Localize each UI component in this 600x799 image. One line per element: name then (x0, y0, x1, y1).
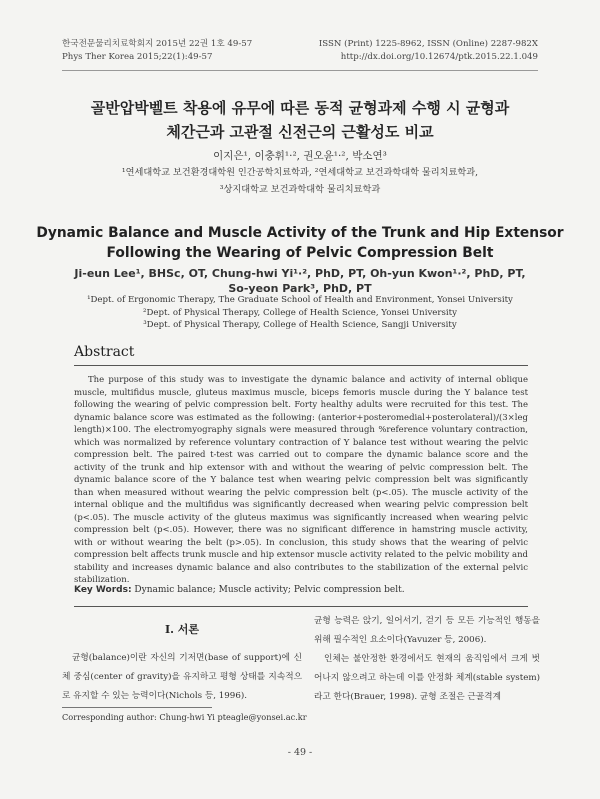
korean-affiliation-1: ¹연세대학교 보건환경대학원 인간공학치료학과, ²연세대학교 보건과학대학 물리치료학과, (121, 167, 479, 178)
journal-header-left (62, 38, 252, 64)
issn: ISSN (Print) 1225-8962, ISSN (Online) 2287-982X (318, 39, 538, 49)
section-heading-introduction: Ⅰ. 서론 (164, 623, 200, 636)
intro-paragraph-2: 인체는 불안정한 환경에서도 현재의 움직임에서 크게 벗어나지 않으려고 하는데 이를 안정화 체계(stable system)라고 한다(Brauer, 1998). 균형 조절은 근골격계 (314, 654, 540, 702)
keywords (74, 585, 528, 595)
intro-paragraph-1-continued: 균형 능력은 앉기, 일어서기, 걷기 등 모든 기능적인 행동을 위해 필수적인 요소이다(Yavuzer 등, 2006). (314, 616, 540, 645)
english-authors-line-2: So-yeon Park³, PhD, PT (228, 282, 372, 295)
abstract-heading: Abstract (74, 344, 135, 360)
abstract-text: The purpose of this study was to investigate the dynamic balance and activity of internal oblique muscle, multifidus muscle, gluteus maximus muscle, biceps femoris muscle during the Y balance test following the wearing of pelvic compression belt. Forty healthy adults were recruited for this test. The dynamic balance score was estimated as the following: (anterior+posteromedial+posterolateral)/(3×leg length)×100. The electromyography signals were measured through %reference voluntary contraction, which was normalized by reference voluntary contraction of Y balance test without wearing the pelvic compression belt. The paired t-test was carried out to compare the dynamic balance score and the activity of the trunk and hip extensor with and without the wearing of pelvic compression belt. The dynamic balance score of the Y balance test when wearing pelvic compression belt was significantly than when measured without wearing the pelvic compression belt (p<.05). The muscle activity of the internal oblique and the multifidus was significantly decreased when wearing pelvic compression belt (p<.05). The muscle activity of the gluteus maximus was significantly increased when wearing pelvic compression belt (p<.05). However, there was no significant difference in hamstring muscle activity, with or without wearing the belt (p>.05). In conclusion, this study shows that the wearing of pelvic compression belt affects trunk muscle and hip extensor muscle activity related to the pelvic mobility and stability and increases dynamic balance and also contributes to the stabilization of the external pelvic stabilization. (74, 375, 528, 585)
abstract-top-rule (74, 365, 528, 366)
korean-title-line-2: 체간근과 고관절 신전근의 근활성도 비교 (166, 123, 434, 141)
journal-header-right (319, 38, 538, 64)
journal-name-korean: 한국전문물리치료학회지 2015년 22권 1호 49-57 (62, 39, 253, 49)
doi-link[interactable]: http://dx.doi.org/10.12674/ptk.2015.22.1.049 (340, 52, 538, 62)
header-divider (62, 70, 538, 71)
korean-affiliation-2: ³상지대학교 보건과학대학 물리치료학과 (219, 184, 381, 195)
english-title-line-1: Dynamic Balance and Muscle Activity of the Trunk and Hip Extensor (36, 225, 564, 241)
abstract-body (74, 374, 528, 587)
intro-paragraph-1: 균형(balance)이란 자신의 기저면(base of support)에 신체 중심(center of gravity)을 유지하고 평형 상태를 지속적으로 유지할 수 있는 능력이다(Nichols 등, 1996). (62, 653, 302, 701)
english-affiliation-2: ²Dept. of Physical Therapy, College of Health Science, Yonsei University (143, 307, 457, 318)
english-authors (40, 266, 560, 296)
english-affiliation-1: ¹Dept. of Ergonomic Therapy, The Graduate School of Health and Environment, Yonsei University (87, 295, 513, 305)
korean-authors: 이지은¹, 이충휘¹·², 권오윤¹·², 박소연³ (213, 150, 387, 162)
korean-title (30, 96, 570, 144)
corresponding-author-footnote: Corresponding author: Chung-hwi Yi pteagle@yonsei.ac.kr (62, 712, 307, 722)
english-affiliations (0, 294, 600, 332)
keywords-text: Dynamic balance; Muscle activity; Pelvic compression belt. (134, 585, 405, 595)
english-title-line-2: Following the Wearing of Pelvic Compression Belt (106, 245, 494, 261)
keywords-bottom-rule (74, 606, 528, 607)
footnote-divider (62, 707, 212, 708)
left-column (62, 620, 302, 706)
english-affiliation-3: ³Dept. of Physical Therapy, College of Health Science, Sangji University (143, 320, 457, 330)
journal-name-english: Phys Ther Korea 2015;22(1):49-57 (62, 52, 213, 62)
page-number: - 49 - (287, 747, 313, 758)
korean-title-line-1: 골반압박벨트 착용에 유무에 따른 동적 균형과제 수행 시 균형과 (90, 99, 510, 117)
english-authors-line-1: Ji-eun Lee¹, BHSc, OT, Chung-hwi Yi¹·², PhD, PT, Oh-yun Kwon¹·², PhD, PT, (74, 267, 526, 280)
keywords-label: Key Words: (74, 585, 132, 595)
english-title (20, 223, 580, 263)
right-column (314, 612, 540, 707)
